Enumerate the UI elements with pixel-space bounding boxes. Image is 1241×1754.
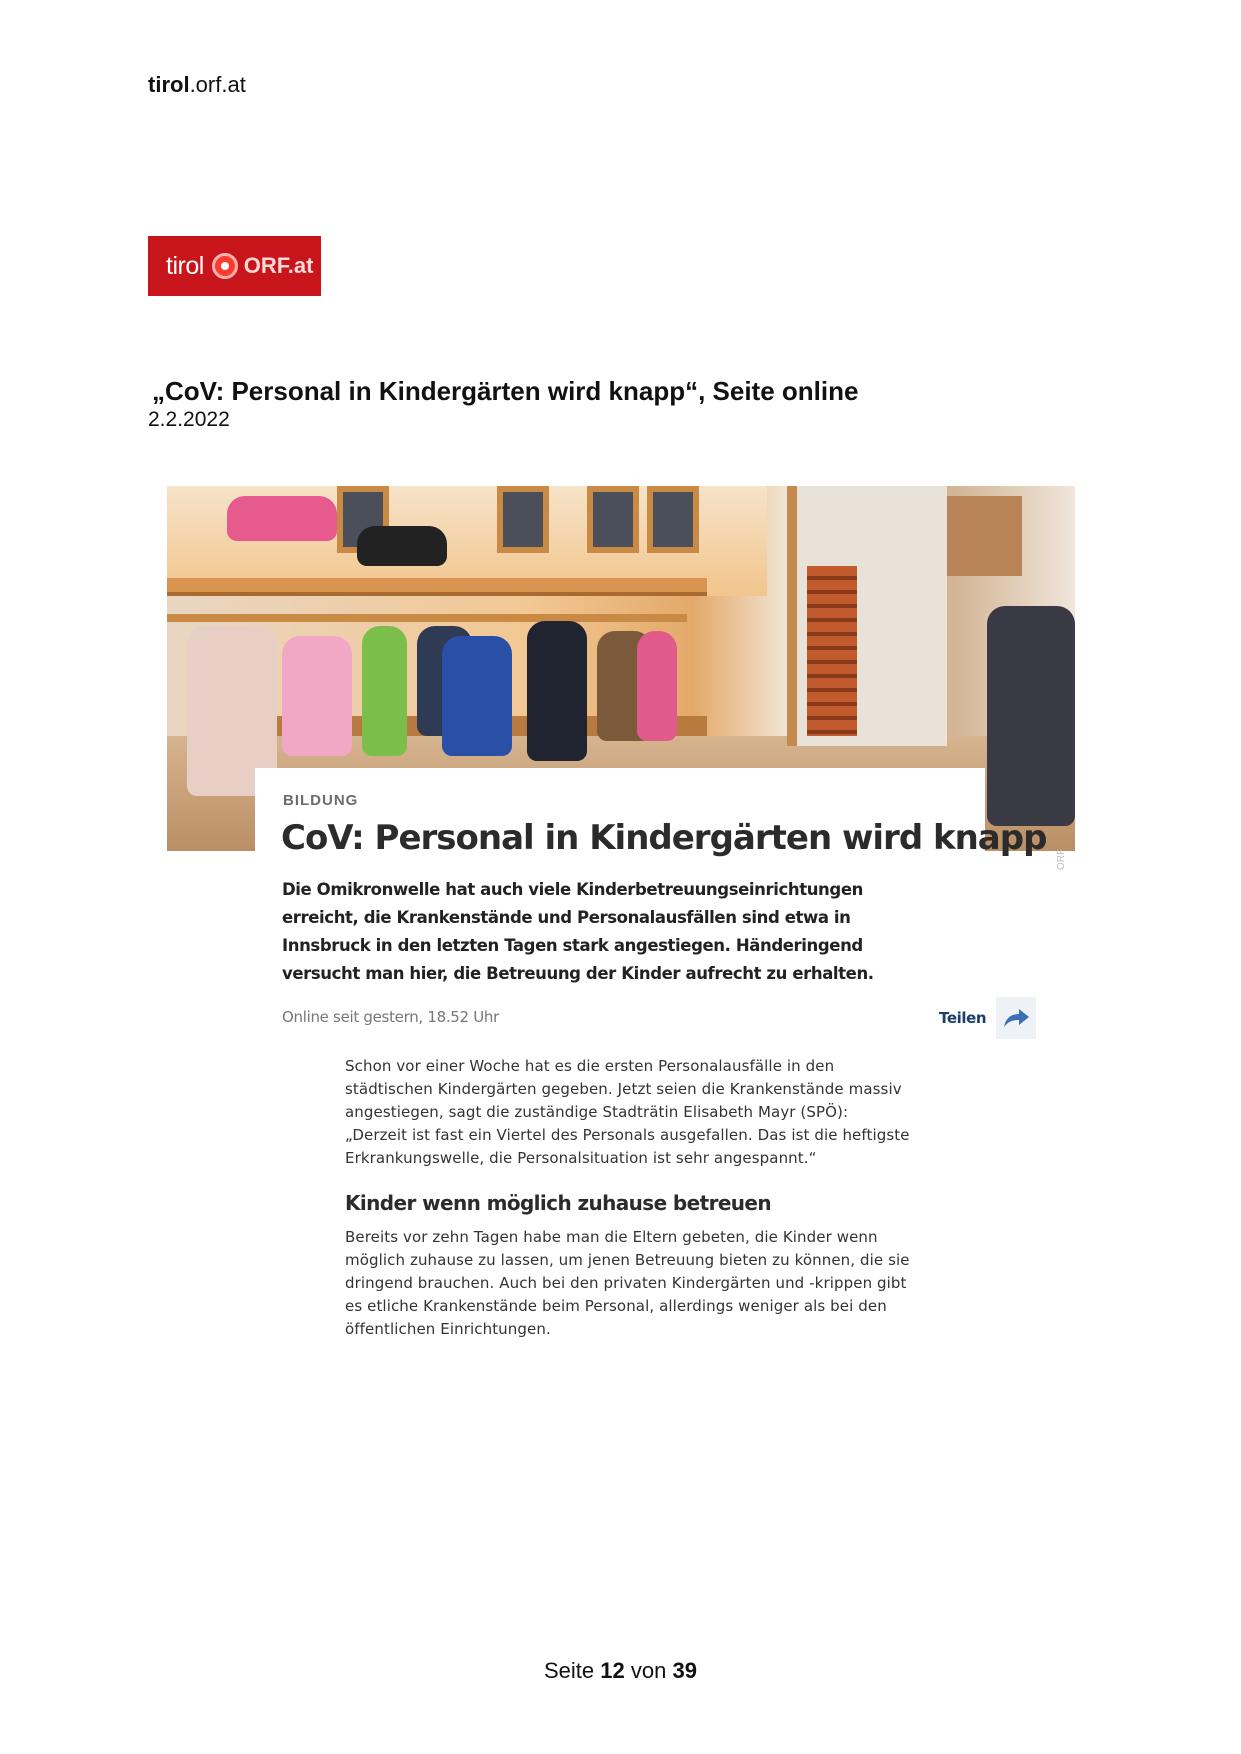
hero-stairs (807, 566, 857, 736)
page-footer (0, 1658, 1241, 1684)
share-label[interactable]: Teilen (939, 1009, 987, 1027)
article-paragraph-2: Bereits vor zehn Tagen habe man die Eltern gebeten, die Kinder wenn möglich zuhause zu lassen, um jenen Betreuung bieten zu können, die sie dringend brauchen. Auch bei den privaten Kindergärten und -krippen gibt es etliche Krankenstände beim Personal, allerdings weniger als bei den öffentlichen Einrichtungen. (345, 1228, 910, 1338)
share-button[interactable] (996, 997, 1036, 1039)
share-control[interactable] (939, 997, 1036, 1039)
hero-shelf (167, 578, 707, 592)
share-arrow-icon (1002, 1007, 1030, 1029)
hero-coat-rail (167, 614, 687, 622)
footer-prefix: Seite (544, 1658, 595, 1683)
hero-window (647, 486, 699, 553)
hero-clothes-on-shelf (357, 526, 447, 566)
article-category[interactable]: BILDUNG (283, 792, 359, 809)
hero-backpack (282, 636, 352, 756)
site-header-bold: tirol (148, 72, 190, 97)
article-subheading: Kinder wenn möglich zuhause betreuen (345, 1191, 772, 1215)
hero-backpack (362, 626, 407, 756)
logo-brand: ORF.at (243, 253, 314, 278)
article-card (255, 768, 1047, 1368)
orf-eye-icon (212, 253, 238, 279)
hero-backpack (987, 606, 1075, 826)
article-timestamp: Online seit gestern, 18.52 Uhr (282, 1008, 499, 1026)
article-headline: CoV: Personal in Kindergärten wird knapp (281, 818, 1047, 858)
hero-window (497, 486, 549, 553)
article-lead: Die Omikronwelle hat auch viele Kinderbetreuungseinrichtungen erreicht, die Krankenstände und Personalausfällen sind etwa in Innsbruck in den letzten Tagen stark angestiegen. Händeringend versucht man hier, die Betreuung der Kinder aufrecht zu erhalten. (282, 880, 874, 983)
footer-total-pages: 39 (672, 1658, 697, 1683)
hero-window (587, 486, 639, 553)
hero-corkboard (947, 496, 1022, 576)
hero-jacket (637, 631, 677, 741)
hero-backpack (527, 621, 587, 761)
hero-backpack (442, 636, 512, 756)
footer-mid: von (630, 1658, 667, 1683)
footer-page-number: 12 (600, 1658, 625, 1683)
hero-clothes-on-shelf (227, 496, 337, 541)
logo-region: tirol (166, 251, 204, 280)
document-title: „CoV: Personal in Kindergärten wird knapp“, Seite online (152, 376, 859, 406)
document-date: 2.2.2022 (148, 408, 230, 431)
site-header (148, 72, 246, 98)
orf-tirol-logo (148, 236, 321, 296)
article-paragraph-1: Schon vor einer Woche hat es die ersten Personalausfälle in den städtischen Kindergärten gegeben. Jetzt seien die Krankenstände massiv angestiegen, sagt die zuständige Stadträtin Elisabeth Mayr (SPÖ): „Derzeit ist fast ein Viertel des Personals ausgefallen. Das ist die heftigste Erkrankungswelle, die Personalsituation ist sehr angespannt.“ (345, 1057, 910, 1167)
image-credit: ORF (1056, 848, 1067, 870)
site-header-rest: .orf.at (189, 72, 246, 97)
